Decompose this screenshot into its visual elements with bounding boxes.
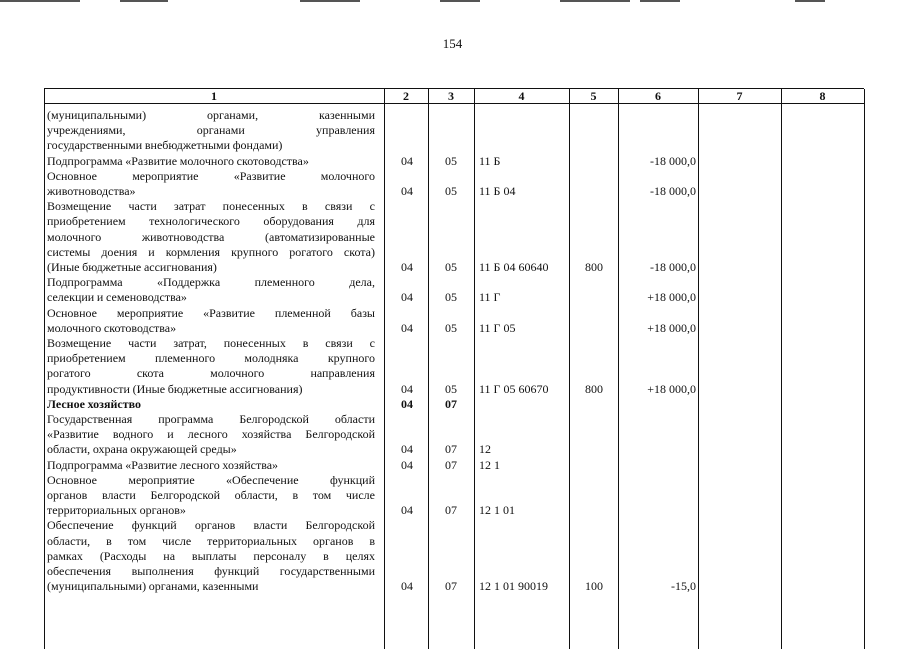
table-row [44, 397, 864, 412]
table-row [44, 169, 864, 199]
col-border [864, 89, 865, 649]
cell-c2: 04 [401, 290, 413, 305]
cell-c5: 100 [585, 579, 603, 594]
row-description-line: «Развитие водного и лесного хозяйства Белгородской [47, 427, 375, 442]
row-description-line: Возмещение части затрат понесенных в связи с [47, 199, 375, 214]
row-description-line: учреждениями, органами управления [47, 123, 375, 138]
cell-c3: 07 [445, 579, 457, 594]
cell-c4: 12 [479, 442, 491, 457]
page-number: 154 [442, 36, 463, 51]
row-description-line: (муниципальными) органами, казенными [47, 108, 375, 122]
cell-c2: 04 [401, 320, 413, 335]
row-description-line: органов власти Белгородской области, в том числе [47, 487, 375, 502]
header-col-3: 3 [448, 89, 454, 103]
cell-c2: 04 [401, 442, 413, 457]
row-description-line: животноводства» [47, 183, 136, 198]
row-description-line: Обеспечение функций органов власти Белгородской [47, 518, 375, 533]
table-row [44, 412, 864, 458]
row-description-line: рамках (Расходы на выплаты персоналу в целях [47, 548, 375, 563]
header-col-5: 5 [590, 89, 597, 103]
budget-table [44, 88, 864, 649]
table-row [44, 306, 864, 336]
cell-c3: 05 [445, 320, 457, 335]
row-description-line: Основное мероприятие «Обеспечение функций [47, 472, 375, 487]
cell-c4: 11 Г 05 [479, 320, 516, 335]
row-description-line: области, охрана окружающей среды» [47, 442, 237, 457]
row-description-line: обеспечения выполнения функций государственными [47, 563, 375, 578]
table-row [44, 473, 864, 519]
row-description-line: приобретением технологического оборудования для [47, 214, 375, 229]
cell-c2: 04 [401, 396, 413, 411]
row-description-line: Основное мероприятие «Развитие молочного [47, 168, 375, 183]
cell-c3: 05 [445, 259, 457, 274]
cell-c3: 07 [445, 457, 457, 472]
cell-c4: 12 1 [479, 457, 500, 472]
cell-c2: 04 [401, 183, 413, 198]
row-description-line: Подпрограмма «Развитие молочного скотоводства» [47, 153, 309, 168]
cell-c4: 12 1 01 90019 [479, 579, 548, 594]
cell-c6: +18 000,0 [647, 290, 696, 305]
row-description-line: государственными внебюджетными фондами) [47, 138, 283, 153]
cell-c6: -18 000,0 [650, 153, 696, 168]
cell-c2: 04 [401, 259, 413, 274]
cell-c3: 07 [445, 396, 457, 411]
row-description-line: системы доения и кормления крупного рогатого скота) [47, 244, 375, 259]
row-description-line: территориальных органов» [47, 503, 186, 518]
cell-c3: 07 [445, 503, 457, 518]
table-row [44, 154, 864, 169]
cell-c5: 800 [585, 381, 603, 396]
cell-c2: 04 [401, 153, 413, 168]
cell-c2: 04 [401, 503, 413, 518]
row-description-line: Подпрограмма «Развитие лесного хозяйства» [47, 457, 279, 472]
row-description-line: области, в том числе территориальных органов в [47, 533, 375, 548]
row-description-line: (Иные бюджетные ассигнования) [47, 259, 217, 274]
header-col-2: 2 [403, 89, 409, 103]
cell-c4: 11 Б 04 60640 [479, 259, 549, 274]
cell-c6: -18 000,0 [650, 183, 696, 198]
cell-c4: 11 Г [479, 290, 501, 305]
table-row [44, 199, 864, 275]
cell-c3: 07 [445, 442, 457, 457]
cell-c2: 04 [401, 457, 413, 472]
cell-c4: 11 Б 04 [479, 183, 516, 198]
row-description-line: молочного животноводства (автоматизированные [47, 229, 375, 244]
cell-c3: 05 [445, 381, 457, 396]
row-description-line: молочного скотоводства» [47, 320, 177, 335]
row-description-line: продуктивности (Иные бюджетные ассигнования) [47, 381, 303, 396]
table-row [44, 336, 864, 397]
header-col-6: 6 [655, 89, 661, 103]
cell-c5: 800 [585, 259, 603, 274]
cell-c4: 11 Б [479, 153, 501, 168]
row-description-line: рогатого скота молочного направления [47, 366, 375, 381]
cell-c3: 05 [445, 153, 457, 168]
cell-c4: 12 1 01 [479, 503, 515, 518]
header-col-7: 7 [736, 89, 743, 103]
row-description-line: Основное мероприятие «Развитие племенной базы [47, 305, 375, 320]
table-row [44, 458, 864, 473]
table-row [44, 108, 864, 154]
header-col-4: 4 [518, 89, 525, 103]
cell-c2: 04 [401, 381, 413, 396]
header-col-1: 1 [211, 89, 217, 103]
row-description-line: Возмещение части затрат, понесенных в связи с [47, 336, 375, 350]
header-col-8: 8 [819, 89, 826, 103]
row-description-line: селекции и семеноводства» [47, 290, 187, 305]
table-row [44, 275, 864, 305]
row-description-line: Лесное хозяйство [47, 396, 141, 411]
table-row [44, 518, 864, 594]
cell-c6: +18 000,0 [647, 381, 696, 396]
cell-c3: 05 [445, 183, 457, 198]
header-divider [44, 103, 864, 104]
cell-c4: 11 Г 05 60670 [479, 381, 549, 396]
cell-c6: +18 000,0 [647, 320, 696, 335]
row-description-line: Государственная программа Белгородской области [47, 412, 375, 426]
scan-edge-artifacts [0, 0, 905, 4]
row-description-line: Подпрограмма «Поддержка племенного дела, [47, 275, 375, 290]
cell-c3: 05 [445, 290, 457, 305]
row-description-line: приобретением племенного молодняка крупного [47, 351, 375, 366]
cell-c6: -15,0 [671, 579, 696, 594]
cell-c2: 04 [401, 579, 413, 594]
row-description-line: (муниципальными) органами, казенными [47, 579, 259, 594]
cell-c6: -18 000,0 [650, 259, 696, 274]
